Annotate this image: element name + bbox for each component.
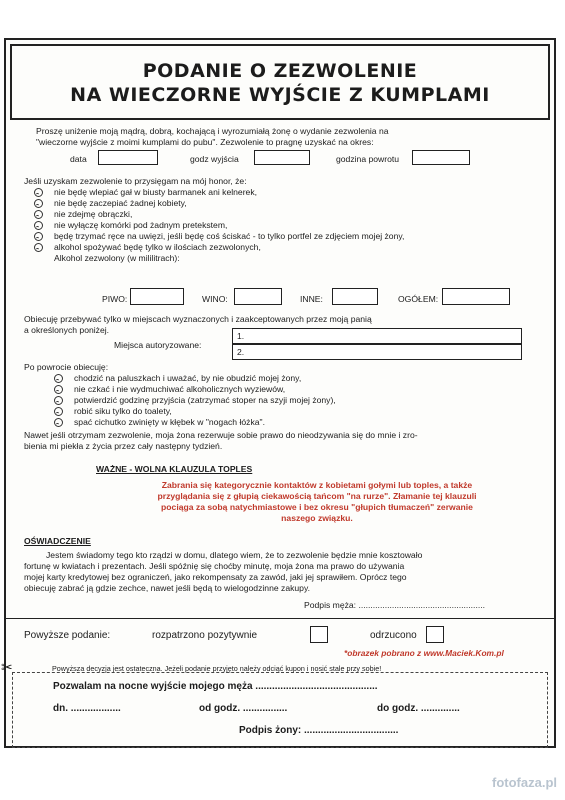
return-item: potwierdzić godzinę przyjścia (zatrzymać stoper na szyji mojej żony), <box>44 395 544 406</box>
promise-item: nie zdejmę obrączki, <box>24 209 544 220</box>
promises-heading: Jeśli uzyskam zezwolenie to przysięgam na mój honor, że: <box>24 176 247 186</box>
return-list <box>44 373 544 428</box>
clause-line-3: pociąga za sobą natychmiastowe i bez okresu "głupich tłumaczeń" zerwanie <box>161 502 473 512</box>
frown-icon <box>54 418 63 427</box>
form-header <box>10 44 550 120</box>
intro-line-1: Proszę uniżenie moją mądrą, dobrą, kochającą i wyrozumiałą żonę o wydanie zezwolenia na <box>36 126 389 136</box>
declaration-title: OŚWIADCZENIE <box>24 536 91 546</box>
final-decision-note: Powyższa decyzja jest ostateczna. Jeżeli podanie przyjęto należy odciąć kupon i nosić stale przy sobie! <box>52 664 382 673</box>
frown-icon <box>54 407 63 416</box>
frown-icon <box>54 385 63 394</box>
wine-field[interactable] <box>234 288 282 305</box>
coupon-from-time[interactable]: od godz. ................ <box>199 703 288 714</box>
return-heading: Po powrocie obiecuję: <box>24 362 109 372</box>
declaration-line-4: obiecuję zabrać ją gdzie zechce, nawet jeśli będą to wielogodzinne zakupy. <box>24 583 310 593</box>
clause-title: WAŻNE - WOLNA KLAUZULA TOPLES <box>96 464 253 474</box>
return-item: chodzić na paluszkach i uważać, by nie obudzić mojej żony, <box>44 373 544 384</box>
approved-checkbox[interactable] <box>310 626 328 643</box>
return-note <box>24 430 550 452</box>
promise-item: alkohol spożywać będę tylko w ilościach zezwolonych, <box>24 242 544 253</box>
section-divider <box>6 618 554 619</box>
date-label: data <box>70 154 87 164</box>
authorized-place-1[interactable]: 1. <box>232 328 522 344</box>
decision-label: Powyższe podanie: <box>24 630 111 641</box>
frown-icon <box>34 221 43 230</box>
departure-time-field[interactable] <box>254 150 310 165</box>
coupon-date[interactable]: dn. .................. <box>53 703 121 714</box>
clause-line-2: przyglądania się z głupią ciekawością tańcom "na rurze". Złamanie tej klauzuli <box>157 491 477 501</box>
approved-label: rozpatrzono pozytywnie <box>152 630 258 641</box>
promise-item: będę trzymać ręce na uwięzi, jeśli będę coś ściskać - to tylko portfel ze zdjęciem mojej żony, <box>24 231 544 242</box>
coupon-to-time[interactable]: do godz. .............. <box>377 703 460 714</box>
frown-icon <box>34 232 43 241</box>
beer-label: PIWO: <box>102 294 128 304</box>
frown-icon <box>34 243 43 252</box>
beer-field[interactable] <box>130 288 184 305</box>
frown-icon <box>34 210 43 219</box>
return-item: nie czkać i nie wydmuchiwać alkoholicznych wyziewów, <box>44 384 544 395</box>
coupon-permission-line: Pozwalam na nocne wyjście mojego męża ............................................ <box>53 681 378 692</box>
return-item: robić siku tylko do toalety, <box>44 406 544 417</box>
return-time-label: godzina powrotu <box>336 154 400 164</box>
frown-icon <box>54 396 63 405</box>
application-form <box>4 38 556 748</box>
total-label: OGÓŁEM: <box>398 294 439 304</box>
scissors-icon: ✂ <box>1 659 13 675</box>
departure-time-label: godz wyjścia <box>190 154 239 164</box>
frown-icon <box>34 188 43 197</box>
clause-line-1: Zabrania się kategorycznie kontaktów z kobietami gołymi lub toples, a także <box>161 480 473 490</box>
total-field[interactable] <box>442 288 510 305</box>
intro-text <box>36 126 546 148</box>
places-line-1: Obiecuję przebywać tylko w miejscach wyznaczonych i zaakceptowanych przez moją panią <box>24 314 372 324</box>
rejected-label: odrzucono <box>370 630 417 641</box>
other-field[interactable] <box>332 288 378 305</box>
intro-line-2: "wieczorne wyjście z moimi kumplami do pubu". Zezwolenie to pragnę uzyskać na okres: <box>36 137 374 147</box>
frown-icon <box>34 199 43 208</box>
clause-line-4: naszego związku. <box>281 513 353 523</box>
declaration-line-3: mojej karty kredytowej bez ograniczeń, jako rekompensaty za zawód, jaki jej sprawiłem. Oprócz tego <box>24 572 407 582</box>
authorized-place-2[interactable]: 2. <box>232 344 522 360</box>
declaration-line-1: Jestem świadomy tego kto rządzi w domu, dlatego wiem, że to zezwolenie będzie mnie kosztowało <box>46 550 423 560</box>
return-note-line-2: bienia mi piekła z życia przez cały następny tydzień. <box>24 441 223 451</box>
watermark: fotofaza.pl <box>492 775 557 790</box>
title-line-1: PODANIE O ZEZWOLENIE <box>142 60 418 82</box>
frown-icon <box>54 374 63 383</box>
places-line-2: a określonych poniżej. <box>24 325 110 335</box>
promise-item: nie będę wlepiać gał w biusty barmanek ani kelnerek, <box>24 187 544 198</box>
promise-item: nie będę zaczepiać żadnej kobiety, <box>24 198 544 209</box>
return-note-line-1: Nawet jeśli otrzymam zezwolenie, moja żona rezerwuje sobie prawo do nieodzywania się do mnie i zro- <box>24 430 418 440</box>
wine-label: WINO: <box>202 294 228 304</box>
declaration-line-2: fortunę w kwiatach i prezentach. Jeśli spóźnię się choćby minutę, moja żona ma prawo do używania <box>24 561 405 571</box>
clause-text <box>92 480 542 524</box>
rejected-checkbox[interactable] <box>426 626 444 643</box>
authorized-places-label: Miejsca autoryzowane: <box>114 340 202 350</box>
alcohol-line: Alkohol zezwolony (w mililitrach): <box>54 253 180 263</box>
wife-signature[interactable]: Podpis żony: .................................. <box>239 725 399 736</box>
promise-item: nie wyłączę komórki pod żadnym pretekstem, <box>24 220 544 231</box>
other-label: INNE: <box>300 294 323 304</box>
title-line-2: NA WIECZORNE WYJŚCIE Z KUMPLAMI <box>70 84 490 106</box>
source-stamp: *obrazek pobrano z www.Maciek.Kom.pl <box>344 648 504 658</box>
date-field[interactable] <box>98 150 158 165</box>
declaration-text <box>24 550 548 594</box>
return-item: spać cichutko zwinięty w kłębek w "nogach łóżka". <box>44 417 544 428</box>
return-time-field[interactable] <box>412 150 470 165</box>
promises-list <box>24 187 544 264</box>
husband-signature-line[interactable]: Podpis męża: ..................................................... <box>304 600 485 610</box>
